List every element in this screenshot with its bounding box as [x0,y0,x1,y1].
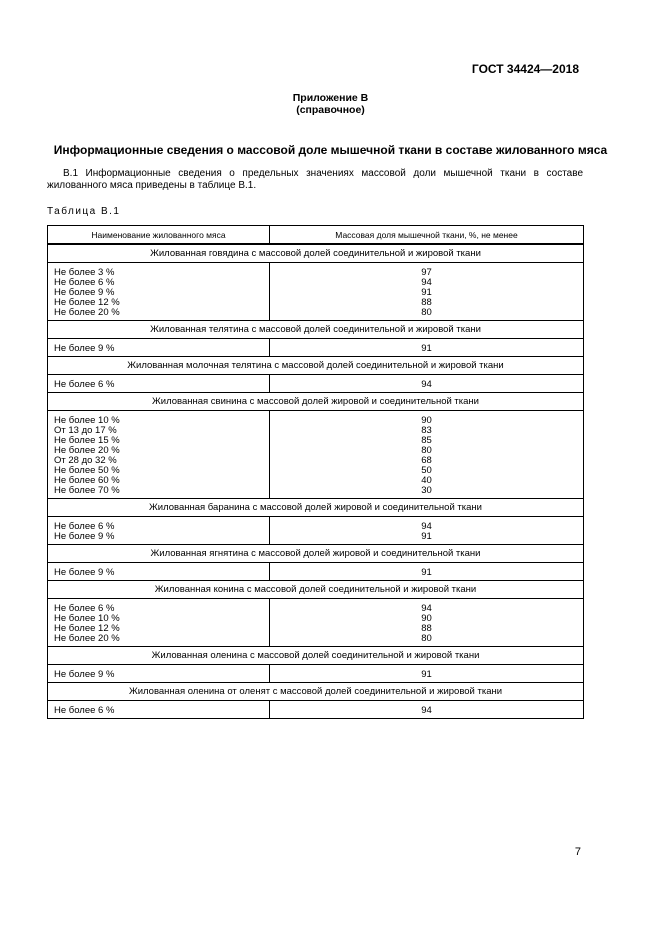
limit-label: Не более 60 % [54,475,120,486]
limit-label: Не более 12 % [54,297,120,308]
limit-label: Не более 12 % [54,623,120,634]
muscle-share-value: 94 [421,521,432,532]
limit-label: Не более 9 % [54,531,115,542]
table-row [48,263,584,321]
appendix-title: Приложение В [292,92,369,104]
page-number: 7 [574,846,581,858]
section-heading: Жилованная ягнятина с массовой долей жировой и соединительной ткани [48,545,584,563]
limit-label: От 13 до 17 % [54,425,117,436]
limit-cell [48,665,270,683]
limit-label: От 28 до 32 % [54,455,117,466]
table-section-row [48,244,584,263]
muscle-share-value: 83 [421,425,432,436]
appendix-subtitle: (справочное) [296,104,365,116]
table-section-row [48,357,584,375]
limit-label: Не более 9 % [54,343,115,354]
table-section-row [48,545,584,563]
muscle-share-value: 90 [421,415,432,426]
table-header-row [48,226,584,245]
muscle-share-value: 91 [421,567,432,578]
muscle-share-value: 94 [421,603,432,614]
muscle-tissue-table [47,225,584,719]
limit-label: Не более 9 % [54,287,115,298]
limit-label: Не более 3 % [54,267,115,278]
muscle-share-value: 94 [421,705,432,716]
section-title: Информационные сведения о массовой доле мышечной ткани в составе жилованного мяса [53,143,608,157]
value-cell [270,701,584,719]
table-section-row [48,647,584,665]
table-row [48,517,584,545]
limit-label: Не более 6 % [54,705,115,716]
limit-label: Не более 20 % [54,307,120,318]
limit-label: Не более 70 % [54,485,120,496]
limit-label: Не более 9 % [54,567,115,578]
muscle-share-value: 90 [421,613,432,624]
muscle-share-value: 68 [421,455,432,466]
table-body [48,244,584,719]
muscle-share-value: 30 [421,485,432,496]
table-row [48,375,584,393]
value-cell [270,563,584,581]
limit-label: Не более 15 % [54,435,120,446]
muscle-share-value: 94 [421,379,432,390]
table-row [48,665,584,683]
muscle-share-value: 91 [421,531,432,542]
muscle-share-value: 88 [421,623,432,634]
limit-cell [48,599,270,647]
limit-label: Не более 10 % [54,415,120,426]
limit-label: Не более 9 % [54,669,115,680]
muscle-share-value: 88 [421,297,432,308]
limit-label: Не более 10 % [54,613,120,624]
table-section-row [48,321,584,339]
limit-label: Не более 6 % [54,277,115,288]
section-heading: Жилованная оленина от оленят с массовой долей соединительной и жировой ткани [48,683,584,701]
section-heading: Жилованная телятина с массовой долей соединительной и жировой ткани [48,321,584,339]
value-cell [270,375,584,393]
muscle-share-value: 80 [421,633,432,644]
value-cell [270,665,584,683]
muscle-share-value: 94 [421,277,432,288]
section-heading: Жилованная молочная телятина с массовой долей соединительной и жировой ткани [48,357,584,375]
table-section-row [48,581,584,599]
muscle-share-value: 50 [421,465,432,476]
limit-label: Не более 6 % [54,521,115,532]
section-heading: Жилованная баранина с массовой долей жировой и соединительной ткани [48,499,584,517]
value-cell [270,599,584,647]
value-cell [270,339,584,357]
limit-label: Не более 50 % [54,465,120,476]
limit-cell [48,263,270,321]
table-section-row [48,393,584,411]
column-header-share: Массовая доля мышечной ткани, %, не менее [270,226,584,245]
limit-cell [48,375,270,393]
table-caption: Таблица В.1 [47,206,121,217]
table-section-row [48,683,584,701]
intro-paragraph: В.1 Информационные сведения о предельных значениях массовой доли мышечной ткани в составе жилованного мяса приведены в таблице В.1. [47,168,583,191]
table-row [48,599,584,647]
section-heading: Жилованная оленина с массовой долей соединительной и жировой ткани [48,647,584,665]
table-row [48,563,584,581]
limit-label: Не более 6 % [54,603,115,614]
limit-label: Не более 6 % [54,379,115,390]
muscle-share-value: 80 [421,307,432,318]
muscle-share-value: 91 [421,287,432,298]
table-row [48,411,584,499]
muscle-share-value: 40 [421,475,432,486]
muscle-share-value: 85 [421,435,432,446]
limit-cell [48,517,270,545]
table-row [48,339,584,357]
value-cell [270,517,584,545]
value-cell [270,411,584,499]
limit-cell [48,563,270,581]
section-heading: Жилованная говядина с массовой долей соединительной и жировой ткани [48,244,584,263]
document-standard-code: ГОСТ 34424—2018 [471,62,579,76]
value-cell [270,263,584,321]
limit-cell [48,701,270,719]
muscle-share-value: 91 [421,669,432,680]
limit-cell [48,411,270,499]
section-heading: Жилованная свинина с массовой долей жировой и соединительной ткани [48,393,584,411]
limit-cell [48,339,270,357]
table-section-row [48,499,584,517]
limit-label: Не более 20 % [54,445,120,456]
muscle-share-value: 91 [421,343,432,354]
muscle-share-value: 97 [421,267,432,278]
limit-label: Не более 20 % [54,633,120,644]
column-header-name: Наименование жилованного мяса [48,226,270,245]
section-heading: Жилованная конина с массовой долей соединительной и жировой ткани [48,581,584,599]
muscle-share-value: 80 [421,445,432,456]
table-row [48,701,584,719]
